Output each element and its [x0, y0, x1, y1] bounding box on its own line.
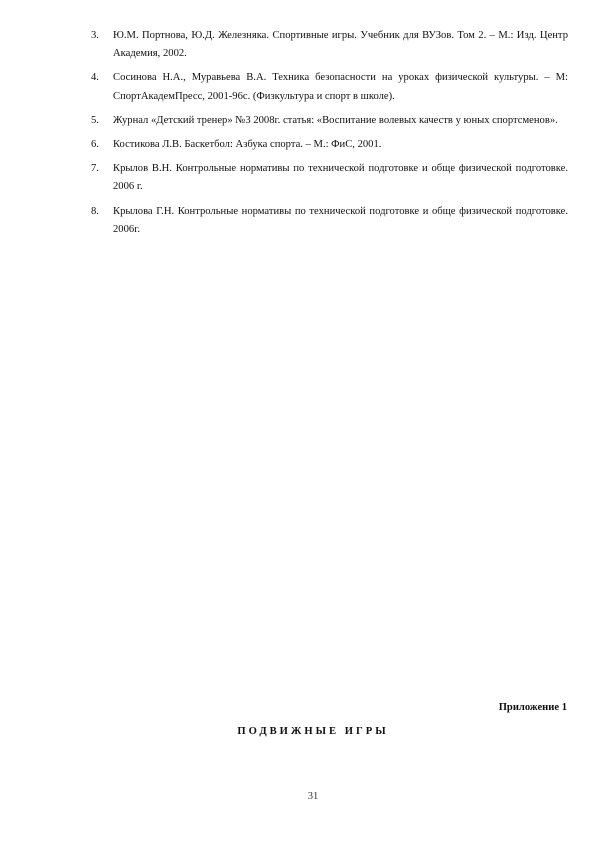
reference-text: Крылов В.Н. Контрольные нормативы по технической подготовке и обще физической подготовке. 2006 г. [113, 163, 568, 193]
reference-item [91, 203, 568, 239]
reference-text: Крылова Г.Н. Контрольные нормативы по технической подготовке и обще физической подготовке. 2006г. [113, 205, 568, 235]
reference-item [91, 160, 568, 196]
reference-number: 6. [91, 139, 99, 151]
reference-number: 8. [91, 205, 99, 217]
reference-text: Журнал «Детский тренер» №3 2008г. статья: «Воспитание волевых качеств у юных спортсменов». [113, 114, 558, 126]
section-title: ПОДВИЖНЫЕ ИГРЫ [237, 726, 389, 737]
reference-item [91, 69, 568, 105]
reference-number: 3. [91, 30, 99, 41]
reference-text: Ю.М. Портнова, Ю.Д. Железняка. Спортивные игры. Учебник для ВУЗов. Том 2. – М.: Изд. Центр Академия, 2002. [113, 30, 568, 60]
reference-text: Костикова Л.В. Баскетбол: Азбука спорта. – М.: ФиС, 2001. [113, 139, 382, 151]
reference-number: 4. [91, 72, 99, 84]
reference-text: Сосинова Н.А., Муравьева В.А. Техника безопасности на уроках физической культуры. – М: СпортАкадемПресс, 2001-96с. (Физкультура и спорт в школе). [113, 72, 568, 102]
page-number: 31 [307, 791, 319, 802]
reference-list [91, 27, 568, 245]
appendix-label: Приложение 1 [498, 702, 567, 713]
reference-item [91, 136, 568, 154]
reference-number: 7. [91, 163, 99, 175]
reference-item [91, 27, 568, 63]
reference-item [91, 112, 568, 130]
reference-number: 5. [91, 114, 99, 126]
